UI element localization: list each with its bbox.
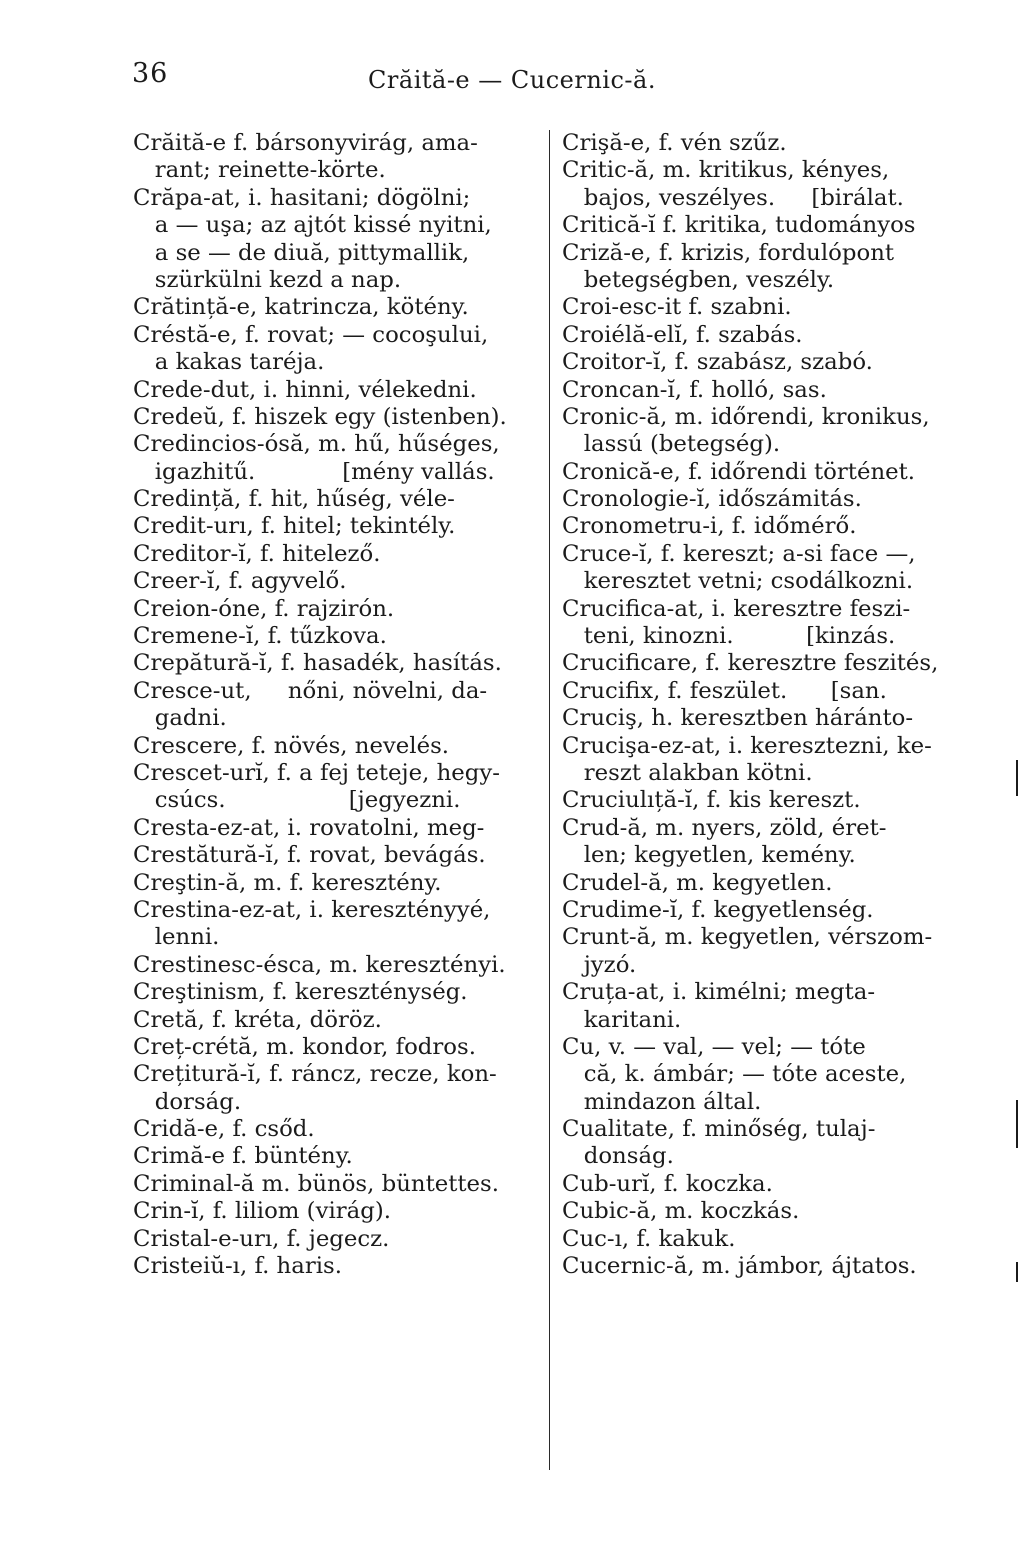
entry-line: lenni. <box>133 924 220 951</box>
column-divider <box>549 130 550 1470</box>
entry-line: igazhitű. [mény vallás. <box>133 458 495 485</box>
entry-line: dorság. <box>133 1088 242 1115</box>
entry-line: Critic-ă, m. kritikus, kényes, <box>562 157 890 184</box>
entry-line: Cronometru-i, f. időmérő. <box>562 513 857 540</box>
entry-line: Cruce-ĭ, f. kereszt; a-si face —, <box>562 540 916 567</box>
entry-line: Credință, f. hit, hűség, véle- <box>133 486 455 513</box>
entry-line: Creer-ĭ, f. agyvelő. <box>133 568 347 595</box>
entry-line: Crăită-e f. bársonyvirág, ama- <box>133 130 478 156</box>
entry-line: betegségben, veszély. <box>562 266 835 293</box>
entry-line: Cruța-at, i. kimélni; megta- <box>562 979 876 1006</box>
entry-line: Cristal-e-urı, f. jegecz. <box>133 1225 390 1252</box>
entry-line: Crestinesc-ésca, m. keresztényi. <box>133 951 506 978</box>
entry-line: Creştin-ă, m. f. keresztény. <box>133 869 442 896</box>
entry-line: bajos, veszélyes. [birálat. <box>562 184 904 211</box>
entry-line: Cubic-ă, m. koczkás. <box>562 1198 800 1225</box>
entry-line: Crin-ĭ, f. liliom (virág). <box>133 1198 391 1225</box>
entry-line: Cremene-ĭ, f. tűzkova. <box>133 623 387 650</box>
page-number: 36 <box>132 58 169 89</box>
entry-line: csúcs. [jegyezni. <box>133 787 461 814</box>
entry-line: Crede-dut, i. hinni, vélekedni. <box>133 376 477 403</box>
entry-line: Croi-esc-it f. szabni. <box>562 294 792 321</box>
entry-line: Credit-urı, f. hitel; tekintély. <box>133 513 456 540</box>
entry-line: Cuc-ı, f. kakuk. <box>562 1225 736 1252</box>
entry-line: Crucişa-ez-at, i. keresztezni, ke- <box>562 732 932 759</box>
entry-line: Crişă-e, f. vén szűz. <box>562 130 787 156</box>
entry-line: Crudel-ă, m. kegyetlen. <box>562 869 833 896</box>
entry-line: Cruciulıță-ĭ, f. kis kereszt. <box>562 787 861 814</box>
entry-line: karitani. <box>562 1006 682 1033</box>
entry-line: Crucifica-at, i. keresztre feszi- <box>562 595 911 622</box>
entry-line: Crunt-ă, m. kegyetlen, vérszom- <box>562 924 933 951</box>
entry-line: că, k. ámbár; — tóte aceste, <box>562 1061 907 1088</box>
entry-line: Créstă-e, f. rovat; — cocoşului, <box>133 321 489 348</box>
entry-line: Cucernic-ă, m. jámbor, ájtatos. <box>562 1253 917 1280</box>
entry-line: Critică-ĭ f. kritika, tudományos <box>562 212 916 239</box>
running-head: Crăită-e — Cucernic-ă. <box>368 66 656 94</box>
entry-line: a se — de diuă, pittymallik, <box>133 239 470 266</box>
entry-line: donság. <box>562 1143 674 1170</box>
entry-line: Cresta-ez-at, i. rovatolni, meg- <box>133 814 485 841</box>
entry-line: Crucifix, f. feszület. [san. <box>562 677 887 704</box>
entry-line: Crimă-e f. büntény. <box>133 1143 353 1170</box>
left-column <box>133 130 545 1280</box>
entry-line: Cruciş, h. keresztben háránto- <box>562 705 914 732</box>
margin-mark <box>1016 1100 1018 1148</box>
entry-line: Cualitate, f. minőség, tulaj- <box>562 1116 876 1143</box>
entry-line: Crăpa-at, i. hasitani; dögölni; <box>133 184 471 211</box>
entry-line: szürkülni kezd a nap. <box>133 266 402 293</box>
entry-line: mindazon által. <box>562 1088 762 1115</box>
entry-line: Crescere, f. növés, nevelés. <box>133 732 450 759</box>
entry-line: Crătință-e, katrincza, kötény. <box>133 294 469 321</box>
entry-line: Criză-e, f. krizis, fordulópont <box>562 239 895 266</box>
entry-line: Croiélă-elĭ, f. szabás. <box>562 321 803 348</box>
entry-line: Creț-crétă, m. kondor, fodros. <box>133 1033 476 1060</box>
entry-line: Creion-óne, f. rajzirón. <box>133 595 395 622</box>
entry-line: teni, kinozni. [kinzás. <box>562 623 896 650</box>
margin-mark <box>1016 760 1018 796</box>
entry-line: Creştinism, f. kereszténység. <box>133 979 468 1006</box>
entry-line: Crepătură-ĭ, f. hasadék, hasítás. <box>133 650 502 677</box>
entry-line: gadni. <box>133 705 227 732</box>
entry-line: Cronică-e, f. időrendi történet. <box>562 458 916 485</box>
entry-line: Credeŭ, f. hiszek egy (istenben). <box>133 403 507 430</box>
entry-line: Croitor-ĭ, f. szabász, szabó. <box>562 349 873 376</box>
entry-line: Credincios-ósă, m. hű, hűséges, <box>133 431 500 458</box>
margin-mark <box>1016 1262 1018 1282</box>
entry-line: a kakas taréja. <box>133 349 325 376</box>
entry-line: Creditor-ĭ, f. hitelező. <box>133 540 381 567</box>
entry-line: Cretă, f. kréta, döröz. <box>133 1006 382 1033</box>
entry-line: len; kegyetlen, kemény. <box>562 842 856 869</box>
entry-line: Crucificare, f. keresztre feszités, <box>562 650 939 677</box>
entry-line: lassú (betegség). <box>562 431 781 458</box>
entry-line: Crud-ă, m. nyers, zöld, éret- <box>562 814 887 841</box>
entry-line: Cronologie-ĭ, időszámitás. <box>562 486 862 513</box>
entry-line: Crestina-ez-at, i. keresztényyé, <box>133 896 491 923</box>
right-column <box>562 130 974 1280</box>
entry-line: keresztet vetni; csodálkozni. <box>562 568 914 595</box>
entry-line: a — uşa; az ajtót kissé nyitni, <box>133 212 492 239</box>
entry-line: Criminal-ă m. bünös, büntettes. <box>133 1170 499 1197</box>
entry-line: Cub-urĭ, f. koczka. <box>562 1170 773 1197</box>
entry-line: Cronic-ă, m. időrendi, kronikus, <box>562 403 930 430</box>
entry-line: Cridă-e, f. csőd. <box>133 1116 315 1143</box>
entry-line: Cu, v. — val, — vel; — tóte <box>562 1033 866 1060</box>
entry-line: Crudime-ĭ, f. kegyetlenség. <box>562 896 874 923</box>
entry-line: Cristeiŭ-ı, f. haris. <box>133 1253 342 1280</box>
entry-line: jyzó. <box>562 951 637 978</box>
entry-line: Croncan-ĭ, f. holló, sas. <box>562 376 827 403</box>
entry-line: Cresce-ut, nőni, növelni, da- <box>133 677 488 704</box>
entry-line: reszt alakban kötni. <box>562 759 813 786</box>
entry-line: rant; reinette-körte. <box>133 157 386 184</box>
entry-line: Crețitură-ĭ, f. ráncz, recze, kon- <box>133 1061 497 1088</box>
entry-line: Crescet-urĭ, f. a fej teteje, hegy- <box>133 759 500 786</box>
entry-line: Crestătură-ĭ, f. rovat, bevágás. <box>133 842 486 869</box>
